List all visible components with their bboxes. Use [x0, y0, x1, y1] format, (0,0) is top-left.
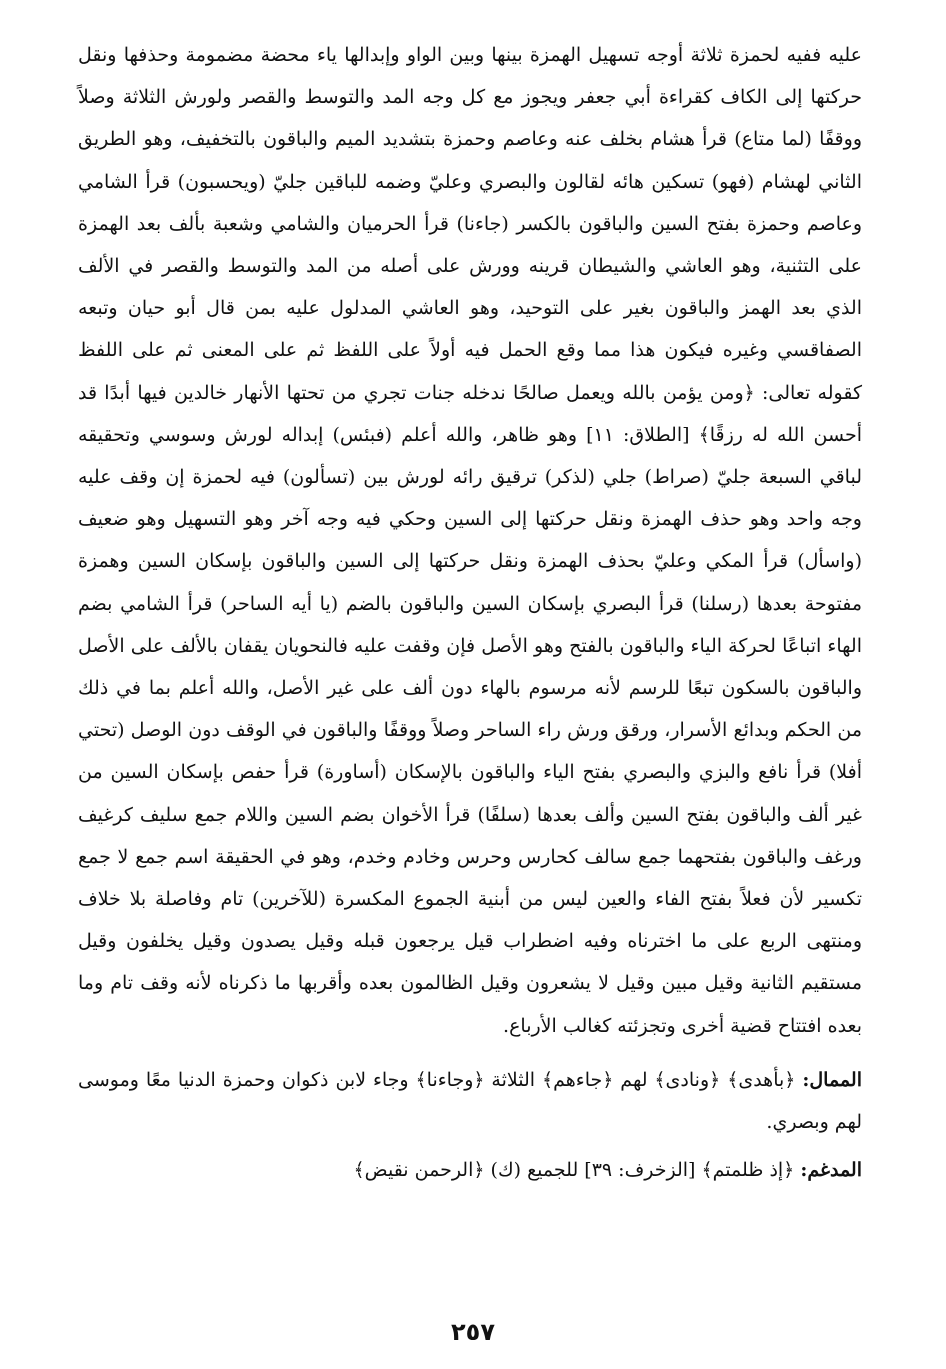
- mumal-text: ﴿بأهدى﴾ ﴿ونادى﴾ لهم ﴿جاءهم﴾ الثلاثة ﴿وجاءنا﴾ وجاء لابن ذكوان وحمزة الدنيا معًا وموسى لهم وبصري.: [78, 1068, 862, 1133]
- mudgham-text: ﴿إذ ظلمتم﴾ [الزخرف: ٣٩] للجميع (ك) ﴿الرحمن نقيض﴾: [353, 1158, 795, 1181]
- mudgham-label: المدغم:: [800, 1158, 862, 1181]
- mumal-label: الممال:: [802, 1068, 862, 1091]
- main-text-block: [78, 34, 862, 1047]
- mudgham-line: [78, 1149, 862, 1191]
- body-paragraph: عليه ففيه لحمزة ثلاثة أوجه تسهيل الهمزة بينها وبين الواو وإبدالها ياء محضة مضمومة وحذفها ونقل حركتها إلى الكاف كقراءة أبي جعفر ويجوز مع كل وجه المد والتوسط والقصر ولورش الثلاثة وصلاً ووقفًا (لما متاع) قرأ هشام بخلف عنه وعاصم وحمزة بتشديد الميم والباقون بالتخفيف، وهو الطريق الثاني لهشام (فهو) تسكين هائه لقالون والبصري وعليّ وضمه للباقين جليّ (ويحسبون) قرأ الشامي وعاصم وحمزة بفتح السين والباقون بالكسر (جاءنا) قرأ الحرميان والشامي وشعبة بألف بعد الهمزة على التثنية، وهو العاشي والشيطان قرينه وورش على أصله من المد والتوسط والقصر في الألف الذي بعد الهمز والباقون بغير على التوحيد، وهو العاشي المدلول عليه بمن قال أبو حيان وتبعه الصفاقسي وغيره فيكون هذا مما وقع الحمل فيه أولاً على اللفظ ثم على المعنى ثم على اللفظ كقوله تعالى: ﴿ومن يؤمن بالله ويعمل صالحًا ندخله جنات تجري من تحتها الأنهار خالدين فيها أبدًا قد أحسن الله له رزقًا﴾ [الطلاق: ١١] وهو ظاهر، والله أعلم (فبئس) إبداله لورش وسوسي وتحقيقه لباقي السبعة جليّ (صراط) جلي (لذكر) ترقيق رائه لورش بين (تسألون) فيه لحمزة إن وقف عليه وجه واحد وهو حذف الهمزة ونقل حركتها إلى السين وحكي فيه وجه آخر وهو التسهيل وهو ضعيف (واسأل) قرأ المكي وعليّ بحذف الهمزة ونقل حركتها إلى السين والباقون بإسكان السين وهمزة مفتوحة بعدها (رسلنا) قرأ البصري بإسكان السين والباقون بالضم (يا أيه الساحر) قرأ الشامي بضم الهاء اتباعًا لحركة الياء والباقون بالفتح وهو الأصل فإن وقفت عليه فالنحويان يقفان بالألف على الأصل والباقون بالسكون تبعًا للرسم لأنه مرسوم بالهاء دون ألف على غير الأصل، والله أعلم بما في ذلك من الحكم وبدائع الأسرار، ورقق ورش راء الساحر وصلاً ووقفًا والباقون في الوقف دون الوصل (تحتي أفلا) قرأ نافع والبزي والبصري بفتح الياء والباقون بالإسكان (أساورة) قرأ حفص بإسكان السين من غير ألف والباقون بفتح السين وألف بعدها (سلفًا) قرأ الأخوان بضم السين واللام جمع سليف كرغيف ورغف والباقون بفتحهما جمع سالف كحارس وحرس وخادم وخدم، وهو في الحقيقة اسم جمع لا جمع تكسير لأن فعلاً بفتح الفاء والعين ليس من أبنية الجموع المكسرة (للآخرين) تام وفاصلة بلا خلاف ومنتهى الربع على ما اخترناه وفيه اضطراب قيل يرجعون قبله وقيل يصدون وقيل يخلفون وقيل مستقيم الثانية وقيل مبين وقيل لا يشعرون وقيل الظالمون بعده وأقربها ما ذكرناه لأنه وقف تام وما بعده افتتاح قضية أخرى وتجزئته كغالب الأرباع.: [78, 44, 862, 1037]
- summary-block: [78, 1059, 862, 1191]
- page-number: ٢٥٧: [451, 1318, 495, 1346]
- mumal-line: [78, 1059, 862, 1143]
